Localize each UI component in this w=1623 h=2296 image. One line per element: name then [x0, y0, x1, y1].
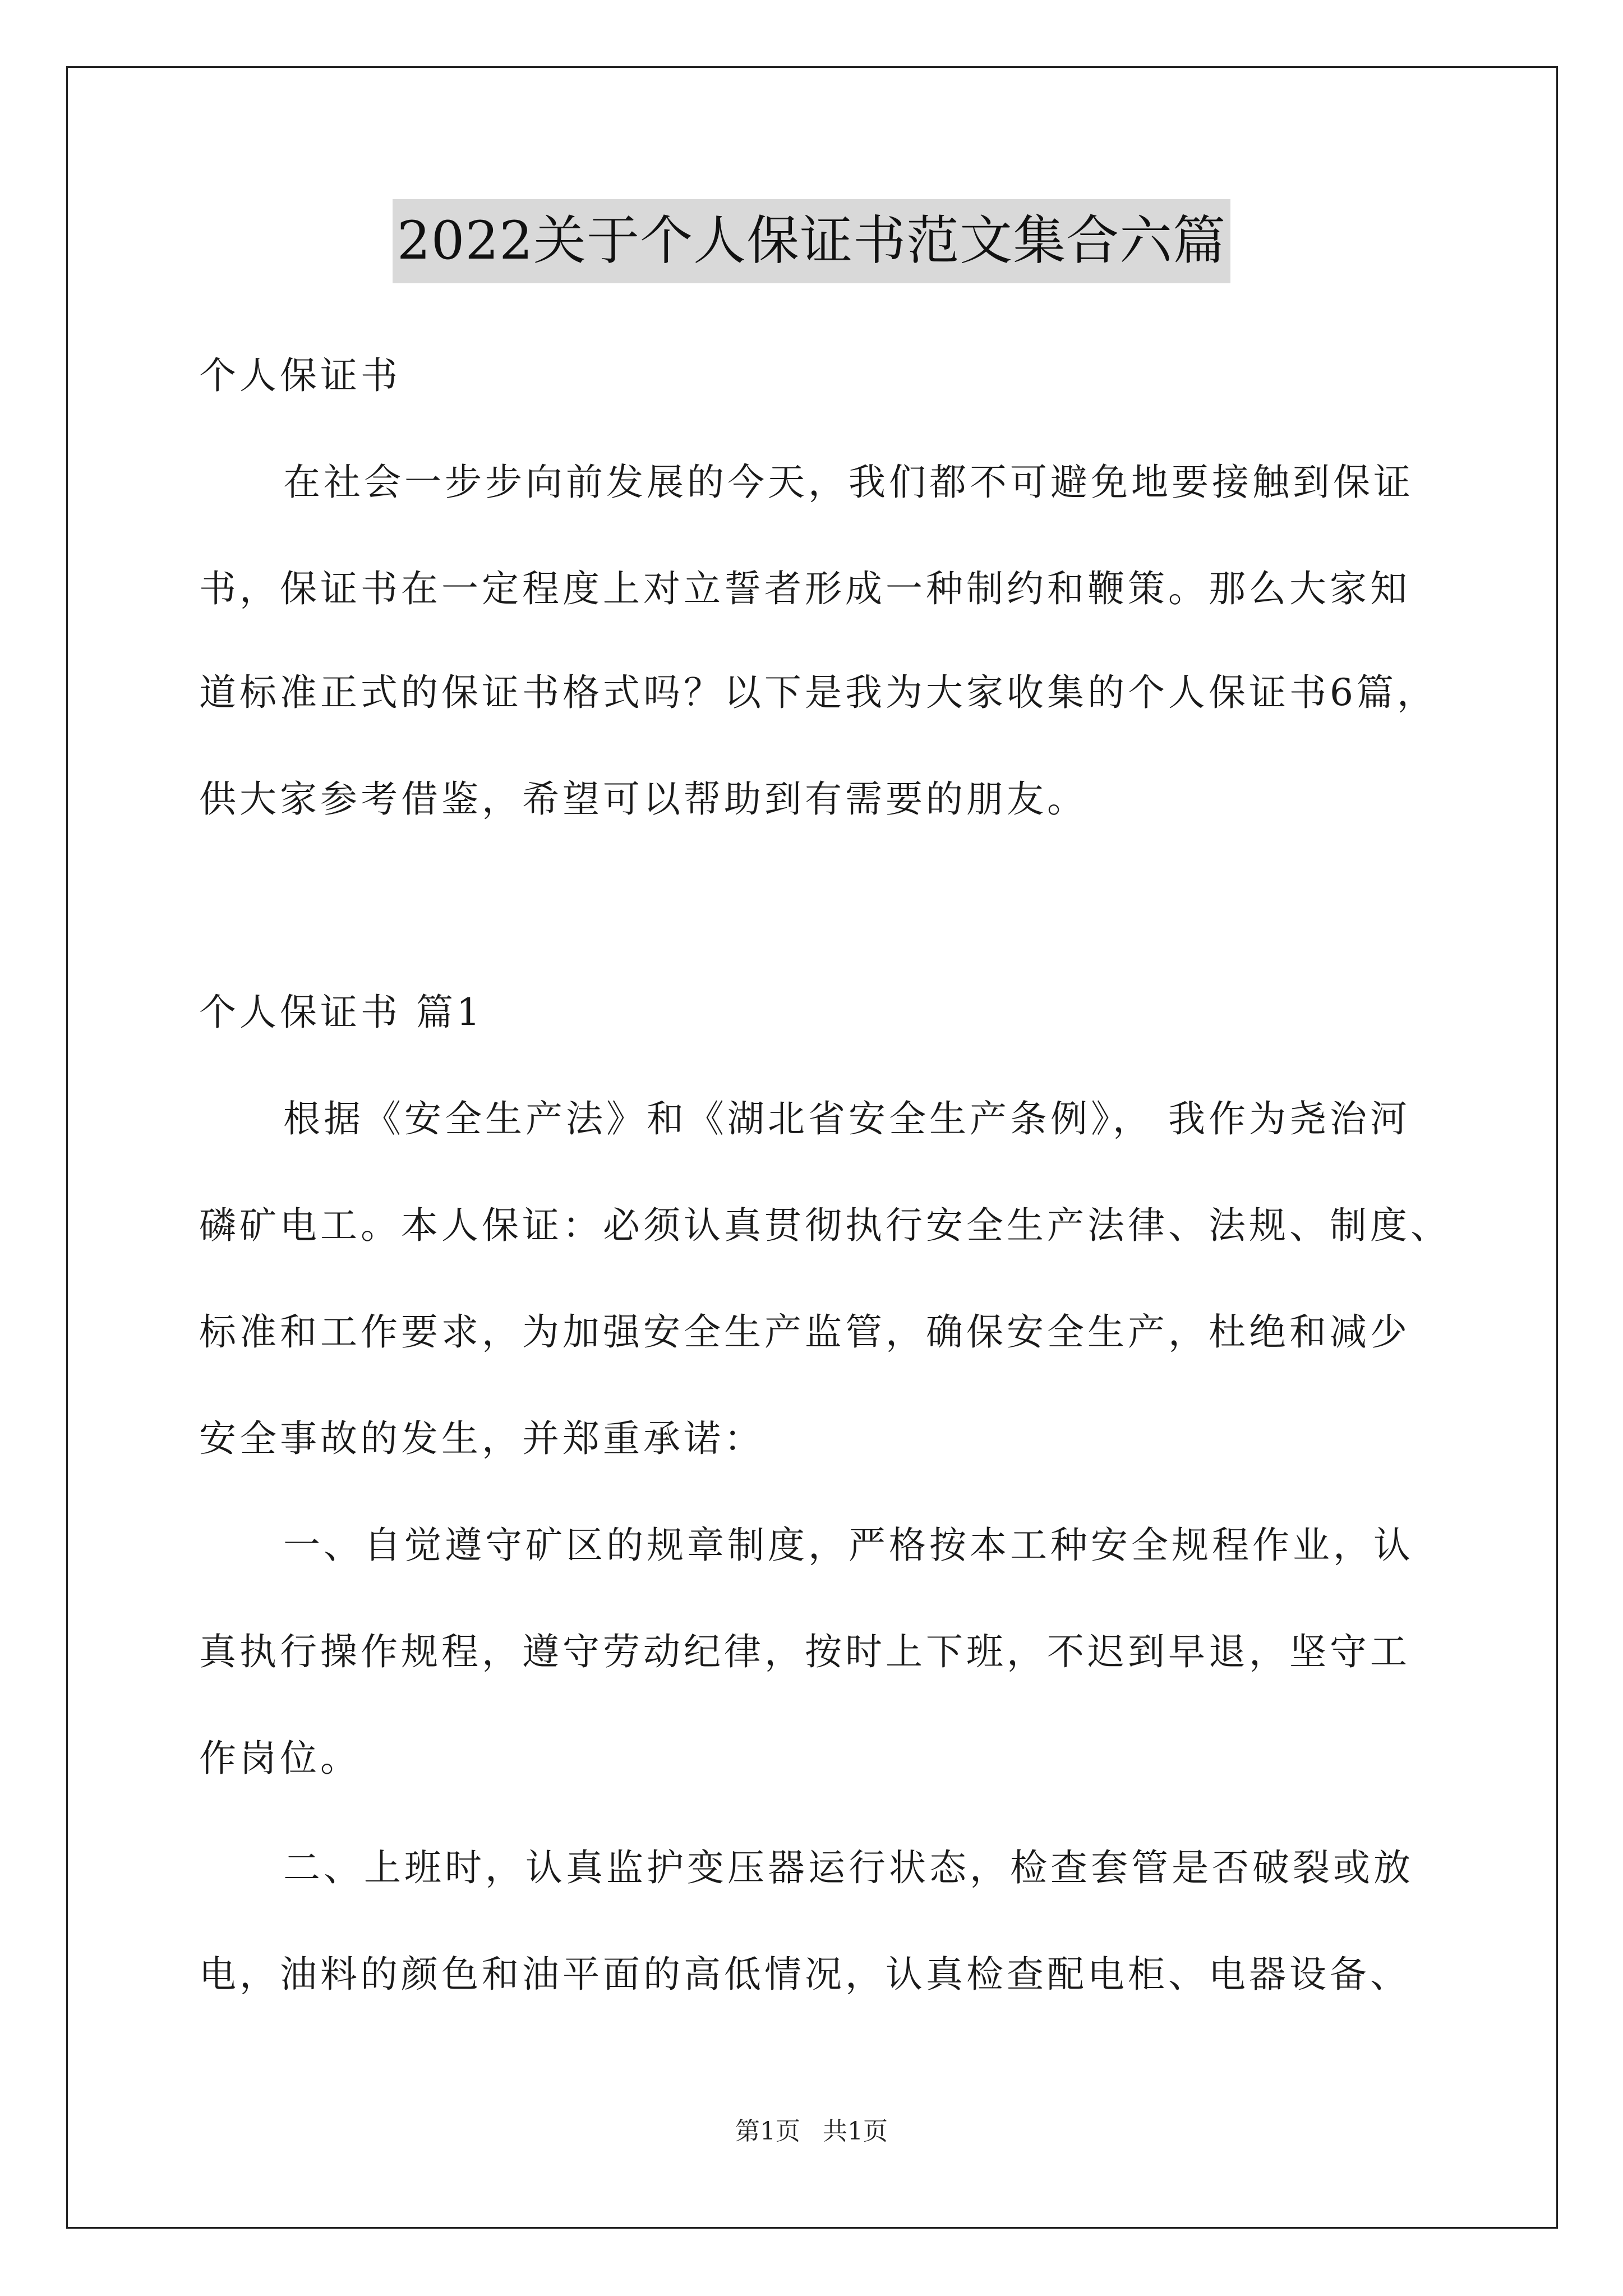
page-footer	[0, 2115, 1623, 2148]
paragraph-line: 根据《安全生产法》和《湖北省安全生产条例》， 我作为尧治河	[283, 1097, 1410, 1140]
intro-heading: 个人保证书	[199, 354, 401, 397]
paragraph-line: 磷矿电工。本人保证：必须认真贯彻执行安全生产法律、法规、制度、	[199, 1204, 1451, 1247]
paragraph-line: 一、自觉遵守矿区的规章制度，严格按本工种安全规程作业，认	[283, 1524, 1414, 1567]
paragraph-line: 供大家参考借鉴，希望可以帮助到有需要的朋友。	[199, 777, 1087, 821]
page-total: 共1页	[823, 2117, 888, 2146]
paragraph-line: 真执行操作规程，遵守劳动纪律，按时上下班，不迟到早退，坚守工	[199, 1630, 1410, 1673]
paragraph-line: 电，油料的颜色和油平面的高低情况，认真检查配电柜、电器设备、	[199, 1953, 1410, 1996]
title-wrap	[0, 199, 1623, 283]
paragraph-line: 书，保证书在一定程度上对立誓者形成一种制约和鞭策。那么大家知	[199, 567, 1410, 610]
paragraph-line: 安全事故的发生，并郑重承诺：	[199, 1417, 764, 1460]
paragraph-line: 作岗位。	[199, 1737, 361, 1780]
document-title: 2022关于个人保证书范文集合六篇	[393, 199, 1230, 283]
section-heading: 个人保证书 篇1	[199, 991, 483, 1034]
page-number: 第1页	[735, 2117, 800, 2146]
paragraph-line: 二、上班时，认真监护变压器运行状态，检查套管是否破裂或放	[283, 1846, 1414, 1889]
paragraph-line: 在社会一步步向前发展的今天，我们都不可避免地要接触到保证	[283, 461, 1414, 504]
paragraph-line: 道标准正式的保证书格式吗？以下是我为大家收集的个人保证书6篇，	[199, 671, 1437, 714]
paragraph-line: 标准和工作要求，为加强安全生产监管，确保安全生产，杜绝和减少	[199, 1310, 1410, 1354]
